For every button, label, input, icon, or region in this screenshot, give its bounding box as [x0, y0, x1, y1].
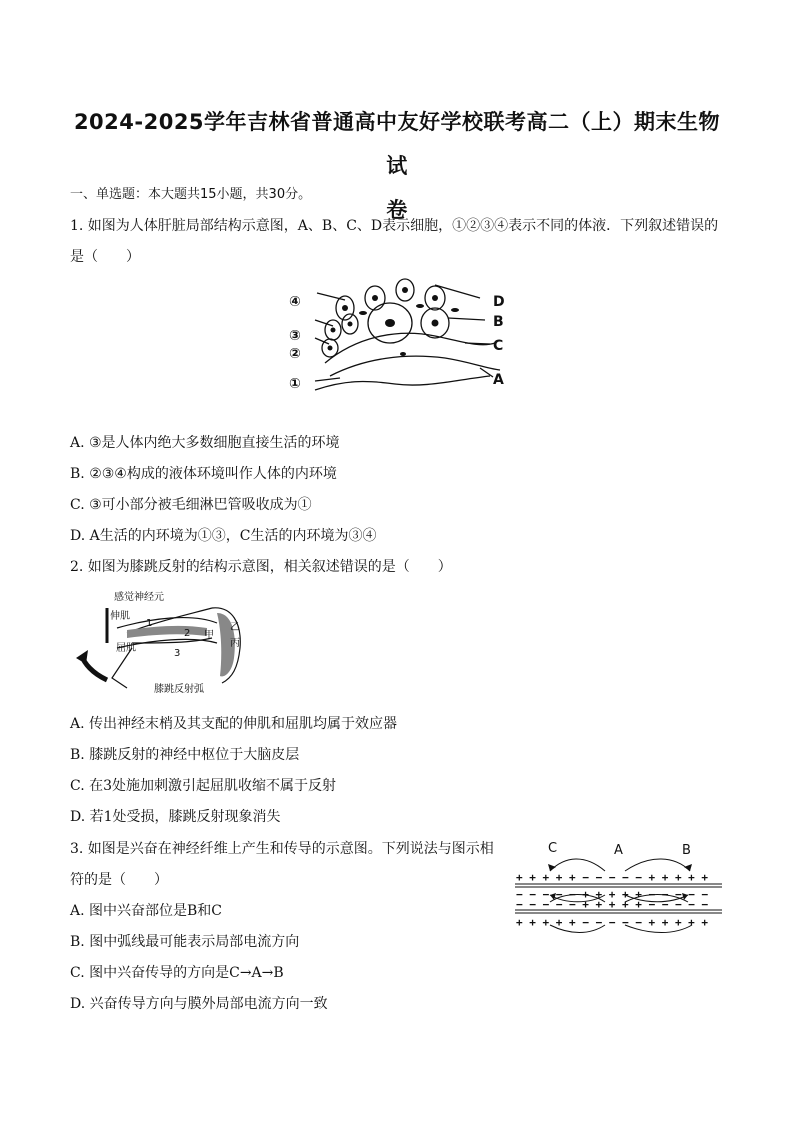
q1-label-b: B — [493, 314, 504, 330]
q1-label-4: ④ — [289, 294, 301, 310]
q3-label-a: A — [614, 843, 623, 858]
q2-reflex-figure — [72, 588, 252, 700]
q1-stem-line1: 1. 如图为人体肝脏局部结构示意图，A、B、C、D表示细胞，①②③④表示不同的体液．下列叙述错误的 — [70, 218, 719, 234]
q2-stem-line1: 2. 如图为膝跳反射的结构示意图，相关叙述错误的是（ ） — [70, 559, 452, 575]
q3-label-b: B — [682, 843, 691, 858]
title-line-2: 卷 — [386, 198, 408, 222]
q1-label-2: ② — [289, 346, 301, 362]
q2-option-d: D. 若1处受损，膝跳反射现象消失 — [70, 809, 281, 825]
q2-label-2: 2 — [184, 628, 191, 639]
q2-label-1: 1 — [146, 618, 153, 629]
q3-membrane-row-2: − − − − − + + + + + − − − − − — [516, 888, 709, 901]
q2-label-reflex-arc: 膝跳反射弧 — [154, 684, 204, 695]
q2-option-c: C. 在3处施加刺激引起屈肌收缩不属于反射 — [70, 778, 337, 794]
q2-label-bing: 丙 — [230, 638, 240, 649]
q2-label-3: 3 — [174, 648, 181, 659]
q1-label-3: ③ — [289, 328, 301, 344]
q2-label-jia: 甲 — [204, 630, 214, 641]
q1-label-d: D — [493, 294, 505, 310]
q3-nerve-figure — [510, 836, 725, 936]
q2-label-yi: 乙 — [230, 622, 240, 633]
q1-stem-line2: 是（ ） — [70, 249, 140, 265]
section-header: 一、单选题：本大题共15小题，共30分。 — [70, 187, 312, 202]
title-line-1: 2024-2025学年吉林省普通高中友好学校联考高二（上）期末生物试 — [73, 110, 721, 178]
q1-label-c: C — [493, 338, 504, 354]
q3-stem-line2: 符的是（ ） — [70, 872, 168, 888]
q3-option-d: D. 兴奋传导方向与膜外局部电流方向一致 — [70, 996, 328, 1012]
q3-option-a: A. 图中兴奋部位是B和C — [70, 903, 223, 919]
q1-option-b: B. ②③④构成的液体环境叫作人体的内环境 — [70, 466, 337, 482]
q3-option-b: B. 图中弧线最可能表示局部电流方向 — [70, 934, 300, 950]
q1-option-a: A. ③是人体内绝大多数细胞直接生活的环境 — [70, 435, 340, 451]
q1-option-d: D. A生活的内环境为①③，C生活的内环境为③④ — [70, 528, 377, 544]
q3-membrane-row-3: − − − − − + + + + + − − − − − — [516, 898, 709, 911]
q1-liver-figure — [285, 268, 515, 398]
q2-option-b: B. 膝跳反射的神经中枢位于大脑皮层 — [70, 747, 300, 763]
q1-label-1: ① — [289, 376, 301, 392]
q3-label-c: C — [548, 841, 558, 856]
q2-option-a: A. 传出神经末梢及其支配的伸肌和屈肌均属于效应器 — [70, 716, 398, 732]
q1-label-a: A — [493, 372, 504, 388]
q3-membrane-row-4: + + + + + − − − − − + + + + + — [516, 916, 709, 929]
q3-stem-line1: 3. 如图是兴奋在神经纤维上产生和传导的示意图。下列说法与图示相 — [70, 841, 494, 857]
page-title — [70, 100, 724, 232]
q3-option-c: C. 图中兴奋传导的方向是C→A→B — [70, 965, 284, 981]
q2-label-extensor: 伸肌 — [110, 611, 130, 622]
q2-label-sensory-neuron: 感觉神经元 — [114, 592, 164, 603]
q3-membrane-row-1: + + + + + − − − − − + + + + + — [516, 871, 709, 884]
q2-label-flexor: 屈肌 — [116, 643, 136, 654]
q1-option-c: C. ③可小部分被毛细淋巴管吸收成为① — [70, 497, 312, 513]
